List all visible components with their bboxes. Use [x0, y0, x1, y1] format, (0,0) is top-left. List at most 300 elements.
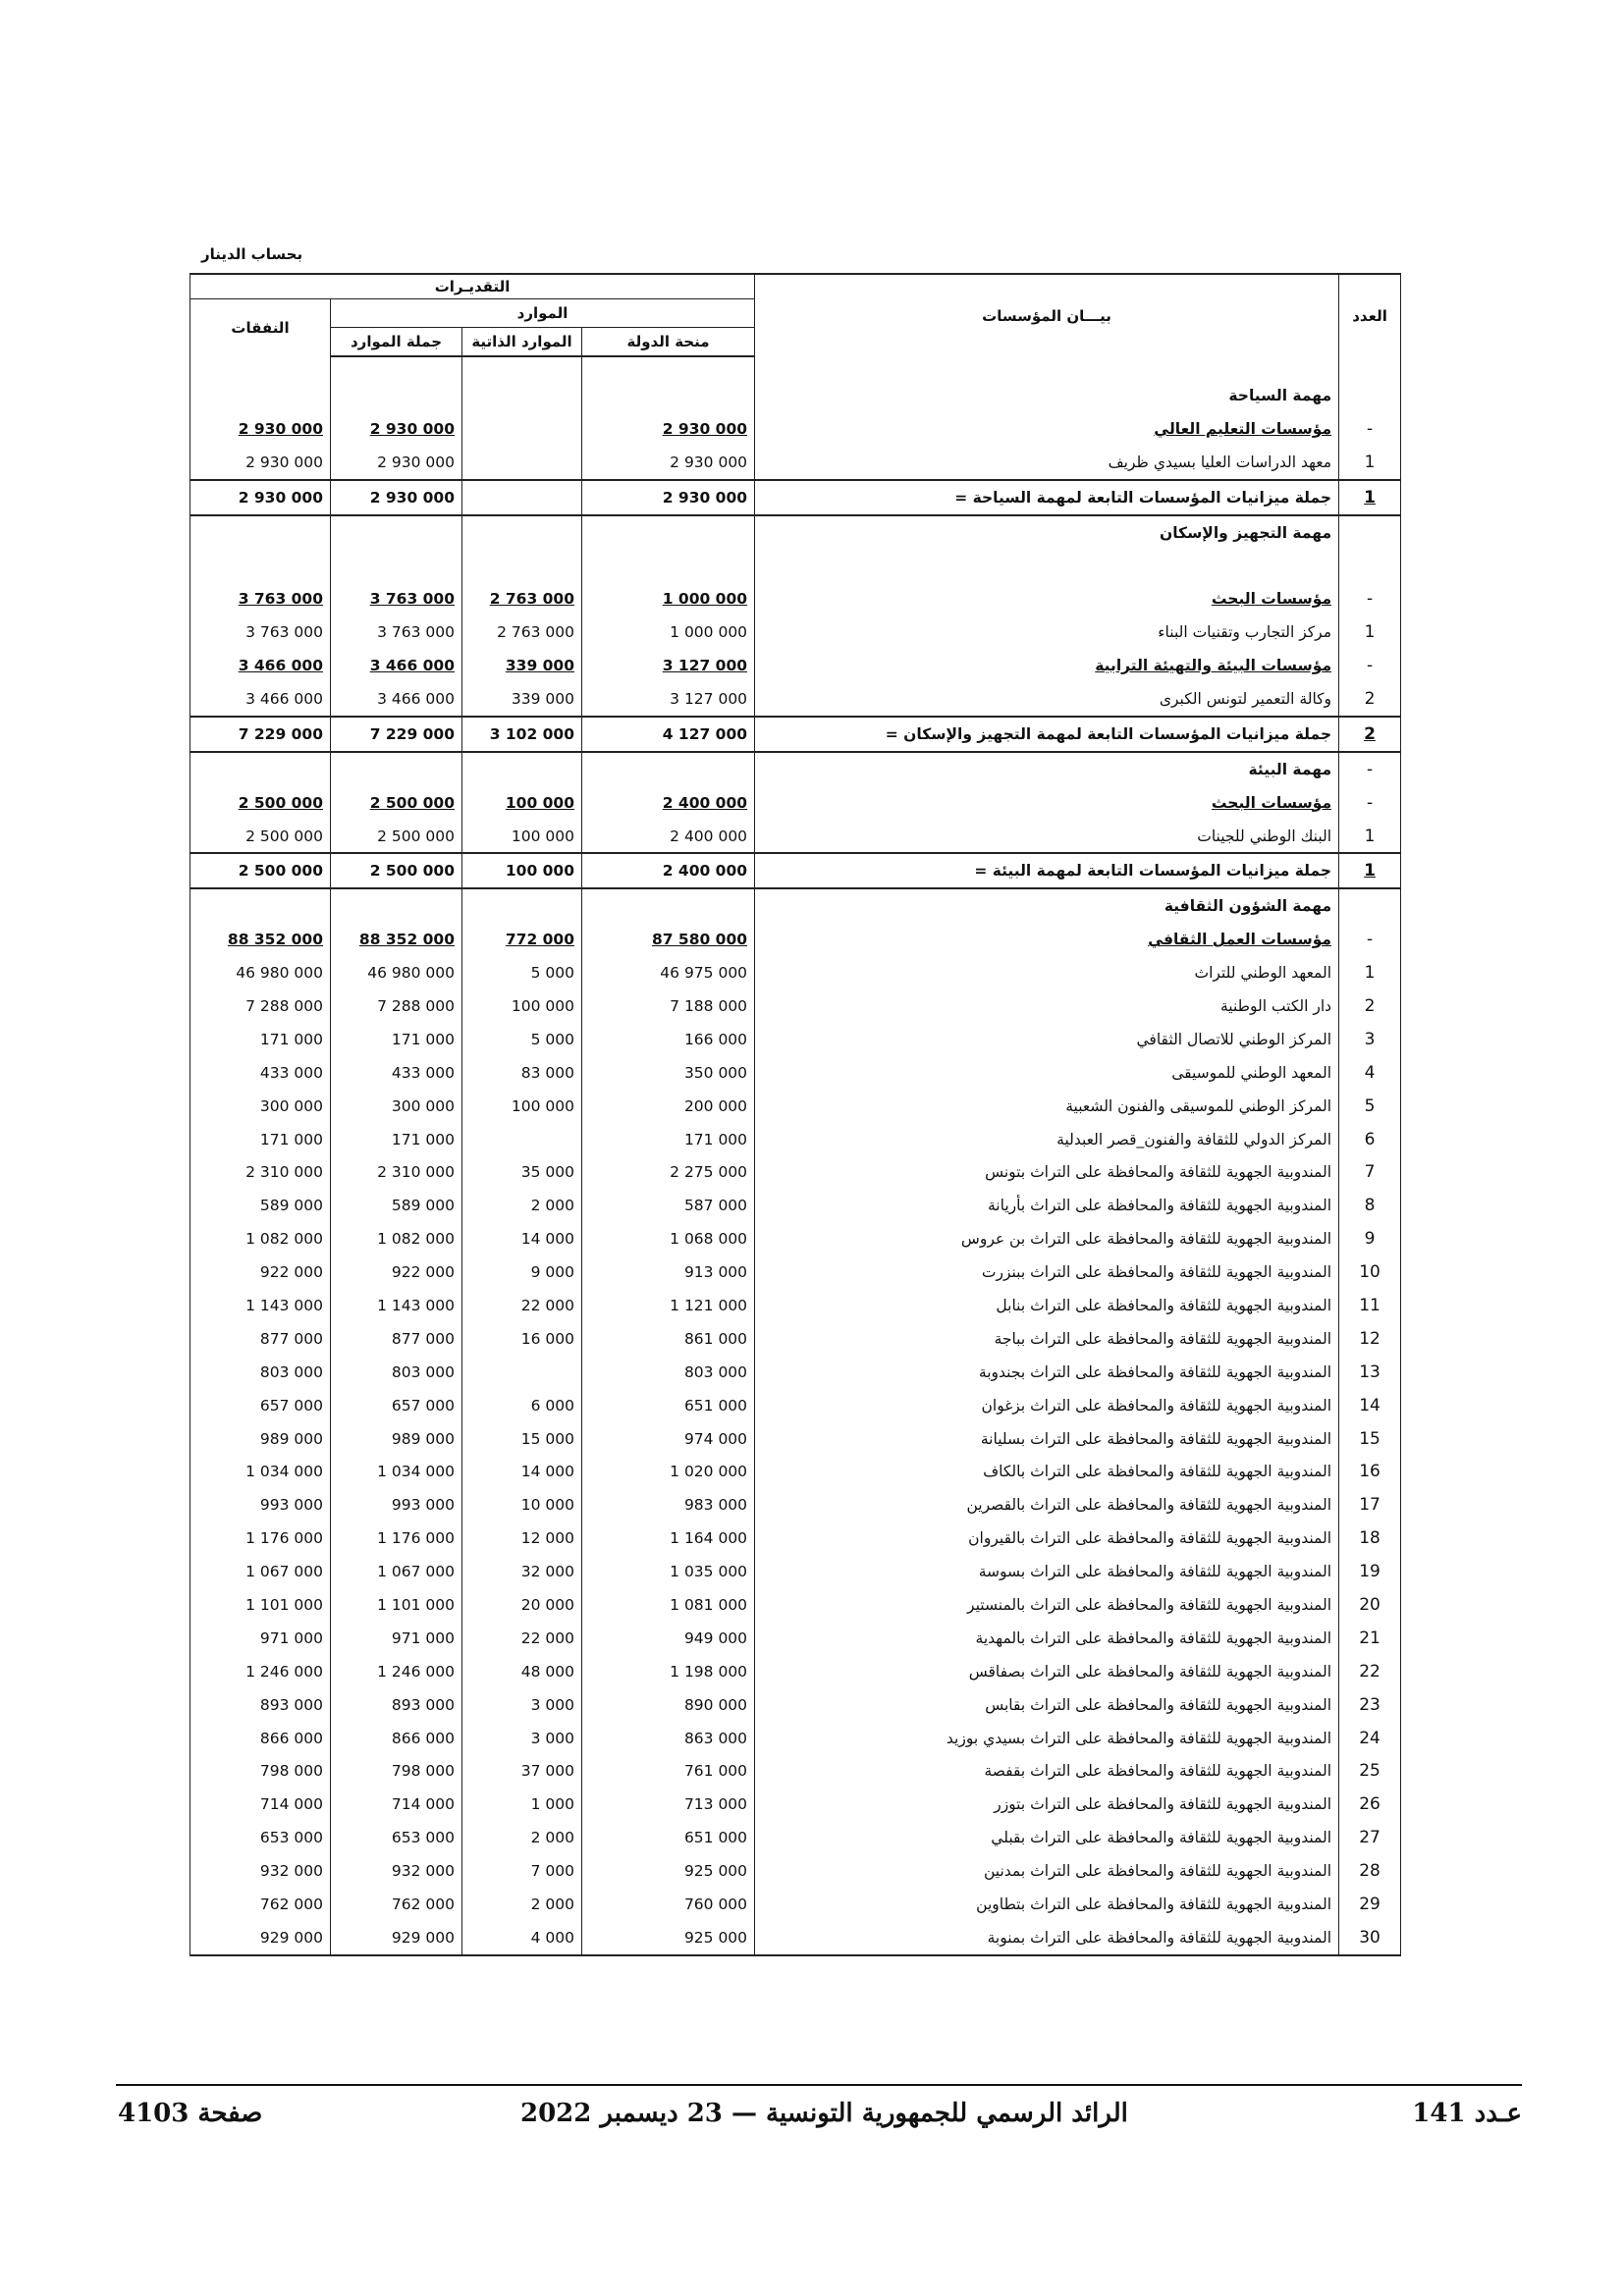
cell-expenses: 3 466 000 — [190, 682, 331, 717]
table-row — [190, 1821, 1401, 1854]
table-row — [190, 1522, 1401, 1555]
cell-state-grant: 3 127 000 — [582, 649, 755, 682]
cell-institution: المندوبية الجهوية للثقافة والمحافظة على التراث بسليانة — [755, 1422, 1339, 1456]
table-row — [190, 356, 1401, 379]
cell-total-resources: 762 000 — [331, 1888, 462, 1921]
cell-state-grant: 983 000 — [582, 1488, 755, 1522]
cell-index: 16 — [1339, 1456, 1401, 1489]
cell-state-grant: 171 000 — [582, 1123, 755, 1156]
table-row — [190, 379, 1401, 412]
cell-total-resources: 7 288 000 — [331, 989, 462, 1023]
cell-institution: جملة ميزانيات المؤسسات التابعة لمهمة السياحة = — [755, 480, 1339, 515]
table-row — [190, 582, 1401, 615]
cell-institution: مؤسسات البيئة والتهيئة الترابية — [755, 649, 1339, 682]
cell-total-resources: 866 000 — [331, 1722, 462, 1755]
cell-index: 7 — [1339, 1155, 1401, 1189]
cell-index: 29 — [1339, 1888, 1401, 1921]
cell-institution: المندوبية الجهوية للثقافة والمحافظة على التراث بالقيروان — [755, 1522, 1339, 1555]
cell-total-resources: 589 000 — [331, 1189, 462, 1222]
cell-state-grant: 1 035 000 — [582, 1555, 755, 1588]
cell-own-resources: 2 763 000 — [462, 582, 582, 615]
cell-institution: المندوبية الجهوية للثقافة والمحافظة على التراث بالمنستير — [755, 1588, 1339, 1622]
cell-state-grant: 760 000 — [582, 1888, 755, 1921]
cell-institution: المركز الوطني للاتصال الثقافي — [755, 1023, 1339, 1056]
table-row — [190, 480, 1401, 515]
cell-institution: المندوبية الجهوية للثقافة والمحافظة على التراث بقفصة — [755, 1755, 1339, 1789]
cell-own-resources: 2 000 — [462, 1189, 582, 1222]
cell-total-resources: 1 034 000 — [331, 1456, 462, 1489]
table-row — [190, 989, 1401, 1023]
cell-state-grant: 1 164 000 — [582, 1522, 755, 1555]
table-row — [190, 682, 1401, 717]
cell-own-resources: 100 000 — [462, 989, 582, 1023]
table-row — [190, 1356, 1401, 1389]
cell-index — [1339, 549, 1401, 582]
cell-institution: المندوبية الجهوية للثقافة والمحافظة على التراث بتوزر — [755, 1788, 1339, 1821]
cell-expenses: 932 000 — [190, 1854, 331, 1888]
table-row — [190, 820, 1401, 854]
cell-total-resources: 893 000 — [331, 1688, 462, 1722]
cell-total-resources: 2 500 000 — [331, 853, 462, 888]
cell-expenses: 2 930 000 — [190, 480, 331, 515]
cell-total-resources: 653 000 — [331, 1821, 462, 1854]
cell-total-resources: 922 000 — [331, 1255, 462, 1289]
cell-state-grant — [582, 549, 755, 582]
cell-index — [1339, 888, 1401, 923]
cell-own-resources: 2 000 — [462, 1821, 582, 1854]
cell-expenses: 1 067 000 — [190, 1555, 331, 1588]
cell-expenses: 2 500 000 — [190, 820, 331, 854]
cell-own-resources: 100 000 — [462, 786, 582, 820]
cell-total-resources: 88 352 000 — [331, 923, 462, 956]
cell-institution: مركز التجارب وتقنيات البناء — [755, 615, 1339, 649]
table-row — [190, 956, 1401, 989]
cell-index: 11 — [1339, 1289, 1401, 1322]
cell-total-resources: 657 000 — [331, 1389, 462, 1422]
table-row — [190, 1155, 1401, 1189]
footer-issue: عـدد 141 — [1412, 2099, 1522, 2128]
cell-state-grant: 2 275 000 — [582, 1155, 755, 1189]
cell-own-resources: 3 102 000 — [462, 717, 582, 752]
cell-total-resources: 1 143 000 — [331, 1289, 462, 1322]
cell-institution: المندوبية الجهوية للثقافة والمحافظة على التراث بتونس — [755, 1155, 1339, 1189]
cell-state-grant: 949 000 — [582, 1622, 755, 1655]
footer-rule — [116, 2084, 1522, 2086]
table-row — [190, 1755, 1401, 1789]
header-own-resources: الموارد الذاتية — [462, 328, 582, 357]
cell-state-grant — [582, 515, 755, 550]
footer-gazette-title: الرائد الرسمي للجمهورية التونسية — 23 ديسمبر 2022 — [520, 2099, 1128, 2128]
cell-own-resources: 22 000 — [462, 1289, 582, 1322]
cell-expenses: 1 082 000 — [190, 1222, 331, 1255]
header-total-resources: جملة الموارد — [331, 328, 462, 357]
cell-own-resources: 12 000 — [462, 1522, 582, 1555]
cell-index: 1 — [1339, 820, 1401, 854]
cell-state-grant: 1 020 000 — [582, 1456, 755, 1489]
cell-own-resources: 2 763 000 — [462, 615, 582, 649]
table-row — [190, 1389, 1401, 1422]
cell-state-grant: 713 000 — [582, 1788, 755, 1821]
cell-own-resources: 3 000 — [462, 1688, 582, 1722]
cell-state-grant: 2 930 000 — [582, 480, 755, 515]
cell-total-resources: 3 466 000 — [331, 682, 462, 717]
cell-index: 13 — [1339, 1356, 1401, 1389]
cell-institution: المندوبية الجهوية للثقافة والمحافظة على التراث بتطاوين — [755, 1888, 1339, 1921]
cell-expenses: 653 000 — [190, 1821, 331, 1854]
cell-expenses: 300 000 — [190, 1090, 331, 1123]
cell-total-resources — [331, 356, 462, 379]
cell-expenses: 866 000 — [190, 1722, 331, 1755]
cell-index: - — [1339, 582, 1401, 615]
cell-total-resources: 932 000 — [331, 1854, 462, 1888]
table-row — [190, 1788, 1401, 1821]
cell-index: 24 — [1339, 1722, 1401, 1755]
cell-state-grant: 761 000 — [582, 1755, 755, 1789]
cell-institution: المندوبية الجهوية للثقافة والمحافظة على التراث بمنوبة — [755, 1921, 1339, 1955]
header-expenses: النفقات — [190, 299, 331, 357]
table-row — [190, 1123, 1401, 1156]
cell-expenses: 657 000 — [190, 1389, 331, 1422]
cell-own-resources: 339 000 — [462, 682, 582, 717]
cell-expenses: 1 176 000 — [190, 1522, 331, 1555]
table-row — [190, 1854, 1401, 1888]
cell-institution: المندوبية الجهوية للثقافة والمحافظة على التراث بجندوبة — [755, 1356, 1339, 1389]
cell-expenses — [190, 356, 331, 379]
table-row — [190, 515, 1401, 550]
cell-own-resources: 32 000 — [462, 1555, 582, 1588]
cell-expenses: 7 288 000 — [190, 989, 331, 1023]
cell-own-resources: 48 000 — [462, 1655, 582, 1688]
cell-institution: المركز الدولي للثقافة والفنون_قصر العبدلية — [755, 1123, 1339, 1156]
cell-expenses: 7 229 000 — [190, 717, 331, 752]
cell-own-resources: 16 000 — [462, 1322, 582, 1356]
cell-state-grant — [582, 888, 755, 923]
cell-own-resources — [462, 549, 582, 582]
cell-institution: مؤسسات البحث — [755, 786, 1339, 820]
cell-state-grant: 4 127 000 — [582, 717, 755, 752]
cell-institution: مؤسسات التعليم العالي — [755, 412, 1339, 446]
cell-state-grant: 925 000 — [582, 1921, 755, 1955]
cell-total-resources: 300 000 — [331, 1090, 462, 1123]
cell-total-resources: 993 000 — [331, 1488, 462, 1522]
cell-own-resources: 100 000 — [462, 853, 582, 888]
cell-state-grant: 890 000 — [582, 1688, 755, 1722]
cell-expenses: 433 000 — [190, 1056, 331, 1090]
cell-index: - — [1339, 412, 1401, 446]
cell-institution: المندوبية الجهوية للثقافة والمحافظة على التراث بمدنين — [755, 1854, 1339, 1888]
cell-institution: مهمة البيئة — [755, 752, 1339, 786]
cell-expenses: 762 000 — [190, 1888, 331, 1921]
cell-own-resources — [462, 515, 582, 550]
cell-expenses: 922 000 — [190, 1255, 331, 1289]
cell-own-resources: 1 000 — [462, 1788, 582, 1821]
cell-expenses — [190, 888, 331, 923]
header-institutions: بيـــان المؤسسات — [755, 274, 1339, 356]
cell-expenses — [190, 752, 331, 786]
cell-index: 3 — [1339, 1023, 1401, 1056]
cell-own-resources: 37 000 — [462, 1755, 582, 1789]
cell-expenses: 2 500 000 — [190, 853, 331, 888]
cell-total-resources — [331, 549, 462, 582]
table-row — [190, 1090, 1401, 1123]
cell-total-resources — [331, 752, 462, 786]
cell-index: 26 — [1339, 1788, 1401, 1821]
cell-state-grant: 651 000 — [582, 1389, 755, 1422]
cell-institution: البنك الوطني للجينات — [755, 820, 1339, 854]
cell-institution: المندوبية الجهوية للثقافة والمحافظة على التراث بالكاف — [755, 1456, 1339, 1489]
cell-institution: المندوبية الجهوية للثقافة والمحافظة على التراث بالمهدية — [755, 1622, 1339, 1655]
table-row — [190, 615, 1401, 649]
cell-own-resources: 7 000 — [462, 1854, 582, 1888]
cell-total-resources: 3 763 000 — [331, 615, 462, 649]
cell-institution: المندوبية الجهوية للثقافة والمحافظة على التراث بسيدي بوزيد — [755, 1722, 1339, 1755]
cell-index: 1 — [1339, 480, 1401, 515]
cell-index: 2 — [1339, 682, 1401, 717]
cell-total-resources: 803 000 — [331, 1356, 462, 1389]
cell-index: 1 — [1339, 615, 1401, 649]
cell-expenses: 803 000 — [190, 1356, 331, 1389]
cell-own-resources: 339 000 — [462, 649, 582, 682]
cell-index: 1 — [1339, 446, 1401, 480]
cell-index: 5 — [1339, 1090, 1401, 1123]
cell-state-grant: 2 930 000 — [582, 446, 755, 480]
cell-own-resources: 14 000 — [462, 1456, 582, 1489]
budget-table — [189, 273, 1401, 1956]
cell-total-resources: 1 067 000 — [331, 1555, 462, 1588]
cell-institution: المندوبية الجهوية للثقافة والمحافظة على التراث ببنزرت — [755, 1255, 1339, 1289]
cell-expenses — [190, 549, 331, 582]
cell-expenses: 1 034 000 — [190, 1456, 331, 1489]
cell-institution: معهد الدراسات العليا بسيدي ظريف — [755, 446, 1339, 480]
cell-state-grant: 350 000 — [582, 1056, 755, 1090]
table-row — [190, 1322, 1401, 1356]
cell-state-grant: 1 068 000 — [582, 1222, 755, 1255]
cell-own-resources: 10 000 — [462, 1488, 582, 1522]
cell-state-grant: 863 000 — [582, 1722, 755, 1755]
cell-own-resources: 5 000 — [462, 956, 582, 989]
table-row — [190, 1655, 1401, 1688]
cell-institution: المندوبية الجهوية للثقافة والمحافظة على التراث بقابس — [755, 1688, 1339, 1722]
cell-expenses: 1 143 000 — [190, 1289, 331, 1322]
cell-total-resources: 46 980 000 — [331, 956, 462, 989]
cell-state-grant: 2 930 000 — [582, 412, 755, 446]
cell-index: - — [1339, 649, 1401, 682]
table-row — [190, 649, 1401, 682]
cell-total-resources: 3 466 000 — [331, 649, 462, 682]
cell-state-grant: 200 000 — [582, 1090, 755, 1123]
cell-institution: جملة ميزانيات المؤسسات التابعة لمهمة التجهيز والإسكان = — [755, 717, 1339, 752]
table-row — [190, 1688, 1401, 1722]
cell-state-grant: 974 000 — [582, 1422, 755, 1456]
table-row — [190, 1488, 1401, 1522]
header-estimates: التقديـرات — [190, 274, 755, 299]
cell-own-resources — [462, 356, 582, 379]
cell-state-grant: 166 000 — [582, 1023, 755, 1056]
cell-institution: المعهد الوطني للتراث — [755, 956, 1339, 989]
cell-expenses: 2 930 000 — [190, 446, 331, 480]
cell-index: 28 — [1339, 1854, 1401, 1888]
cell-state-grant: 7 188 000 — [582, 989, 755, 1023]
cell-total-resources: 2 500 000 — [331, 786, 462, 820]
cell-own-resources: 22 000 — [462, 1622, 582, 1655]
table-row — [190, 1888, 1401, 1921]
cell-state-grant: 1 081 000 — [582, 1588, 755, 1622]
cell-total-resources: 929 000 — [331, 1921, 462, 1955]
cell-state-grant: 861 000 — [582, 1322, 755, 1356]
cell-institution: المندوبية الجهوية للثقافة والمحافظة على التراث بن عروس — [755, 1222, 1339, 1255]
cell-index: 12 — [1339, 1322, 1401, 1356]
cell-total-resources: 171 000 — [331, 1023, 462, 1056]
table-row — [190, 1588, 1401, 1622]
table-row — [190, 1422, 1401, 1456]
cell-institution: المعهد الوطني للموسيقى — [755, 1056, 1339, 1090]
cell-index: 2 — [1339, 989, 1401, 1023]
cell-total-resources — [331, 888, 462, 923]
cell-own-resources — [462, 1356, 582, 1389]
cell-own-resources: 2 000 — [462, 1888, 582, 1921]
cell-expenses: 3 763 000 — [190, 582, 331, 615]
cell-own-resources: 3 000 — [462, 1722, 582, 1755]
table-row — [190, 1255, 1401, 1289]
table-row — [190, 717, 1401, 752]
cell-own-resources: 83 000 — [462, 1056, 582, 1090]
cell-index: 21 — [1339, 1622, 1401, 1655]
cell-index: 27 — [1339, 1821, 1401, 1854]
cell-own-resources — [462, 379, 582, 412]
cell-state-grant: 2 400 000 — [582, 786, 755, 820]
footer-page-number: صفحة 4103 — [118, 2099, 263, 2128]
cell-index: 4 — [1339, 1056, 1401, 1090]
cell-total-resources: 7 229 000 — [331, 717, 462, 752]
cell-expenses: 2 930 000 — [190, 412, 331, 446]
cell-total-resources: 2 930 000 — [331, 412, 462, 446]
cell-state-grant: 1 000 000 — [582, 582, 755, 615]
cell-institution — [755, 549, 1339, 582]
cell-state-grant: 651 000 — [582, 1821, 755, 1854]
cell-index: 1 — [1339, 956, 1401, 989]
cell-state-grant — [582, 752, 755, 786]
cell-own-resources: 5 000 — [462, 1023, 582, 1056]
table-row — [190, 412, 1401, 446]
cell-total-resources: 1 101 000 — [331, 1588, 462, 1622]
cell-own-resources: 100 000 — [462, 1090, 582, 1123]
table-body — [190, 356, 1401, 1955]
cell-total-resources: 433 000 — [331, 1056, 462, 1090]
cell-expenses — [190, 515, 331, 550]
cell-index: 25 — [1339, 1755, 1401, 1789]
cell-expenses: 893 000 — [190, 1688, 331, 1722]
table-row — [190, 1921, 1401, 1955]
header-state-grant: منحة الدولة — [582, 328, 755, 357]
cell-own-resources: 4 000 — [462, 1921, 582, 1955]
cell-expenses: 929 000 — [190, 1921, 331, 1955]
cell-state-grant: 87 580 000 — [582, 923, 755, 956]
table-row — [190, 1722, 1401, 1755]
cell-institution: مهمة الشؤون الثقافية — [755, 888, 1339, 923]
cell-expenses: 971 000 — [190, 1622, 331, 1655]
cell-index: 2 — [1339, 717, 1401, 752]
cell-institution: المندوبية الجهوية للثقافة والمحافظة على التراث بزغوان — [755, 1389, 1339, 1422]
cell-institution: المركز الوطني للموسيقى والفنون الشعبية — [755, 1090, 1339, 1123]
table-row — [190, 1189, 1401, 1222]
cell-institution: المندوبية الجهوية للثقافة والمحافظة على التراث بأريانة — [755, 1189, 1339, 1222]
cell-index: 20 — [1339, 1588, 1401, 1622]
header-index: العدد — [1339, 274, 1401, 356]
cell-own-resources — [462, 1123, 582, 1156]
cell-index: 19 — [1339, 1555, 1401, 1588]
cell-index: 18 — [1339, 1522, 1401, 1555]
cell-expenses: 88 352 000 — [190, 923, 331, 956]
cell-index: 6 — [1339, 1123, 1401, 1156]
cell-state-grant: 1 198 000 — [582, 1655, 755, 1688]
cell-index: 22 — [1339, 1655, 1401, 1688]
cell-total-resources — [331, 515, 462, 550]
cell-own-resources — [462, 412, 582, 446]
cell-total-resources: 2 930 000 — [331, 446, 462, 480]
cell-own-resources: 6 000 — [462, 1389, 582, 1422]
header-resources: الموارد — [331, 299, 755, 328]
cell-expenses: 1 101 000 — [190, 1588, 331, 1622]
cell-total-resources: 989 000 — [331, 1422, 462, 1456]
cell-expenses: 46 980 000 — [190, 956, 331, 989]
cell-state-grant: 46 975 000 — [582, 956, 755, 989]
cell-own-resources: 14 000 — [462, 1222, 582, 1255]
cell-own-resources: 100 000 — [462, 820, 582, 854]
cell-index: 30 — [1339, 1921, 1401, 1955]
cell-institution: مهمة السياحة — [755, 379, 1339, 412]
table-row — [190, 1023, 1401, 1056]
cell-own-resources: 772 000 — [462, 923, 582, 956]
cell-state-grant: 3 127 000 — [582, 682, 755, 717]
cell-institution: المندوبية الجهوية للثقافة والمحافظة على التراث بسوسة — [755, 1555, 1339, 1588]
cell-state-grant: 1 121 000 — [582, 1289, 755, 1322]
cell-institution: المندوبية الجهوية للثقافة والمحافظة على التراث بنابل — [755, 1289, 1339, 1322]
cell-expenses: 989 000 — [190, 1422, 331, 1456]
cell-institution: جملة ميزانيات المؤسسات التابعة لمهمة البيئة = — [755, 853, 1339, 888]
cell-expenses: 1 246 000 — [190, 1655, 331, 1688]
table-row — [190, 1456, 1401, 1489]
cell-index: 8 — [1339, 1189, 1401, 1222]
cell-expenses: 3 763 000 — [190, 615, 331, 649]
cell-index — [1339, 356, 1401, 379]
cell-index: 17 — [1339, 1488, 1401, 1522]
cell-expenses: 2 310 000 — [190, 1155, 331, 1189]
cell-institution: المندوبية الجهوية للثقافة والمحافظة على التراث بباجة — [755, 1322, 1339, 1356]
unit-note: بحساب الدينار — [201, 245, 303, 263]
cell-expenses: 877 000 — [190, 1322, 331, 1356]
table-row — [190, 1222, 1401, 1255]
table-row — [190, 752, 1401, 786]
cell-total-resources: 2 500 000 — [331, 820, 462, 854]
cell-total-resources: 1 176 000 — [331, 1522, 462, 1555]
cell-index: - — [1339, 923, 1401, 956]
cell-expenses: 171 000 — [190, 1123, 331, 1156]
cell-index: - — [1339, 786, 1401, 820]
cell-institution: المندوبية الجهوية للثقافة والمحافظة على التراث بقبلي — [755, 1821, 1339, 1854]
cell-state-grant: 2 400 000 — [582, 853, 755, 888]
cell-state-grant — [582, 379, 755, 412]
cell-expenses: 798 000 — [190, 1755, 331, 1789]
cell-total-resources: 798 000 — [331, 1755, 462, 1789]
table-row — [190, 888, 1401, 923]
table-row — [190, 853, 1401, 888]
cell-expenses: 3 466 000 — [190, 649, 331, 682]
cell-total-resources: 714 000 — [331, 1788, 462, 1821]
cell-index: - — [1339, 752, 1401, 786]
cell-index: 15 — [1339, 1422, 1401, 1456]
cell-own-resources — [462, 888, 582, 923]
cell-state-grant — [582, 356, 755, 379]
